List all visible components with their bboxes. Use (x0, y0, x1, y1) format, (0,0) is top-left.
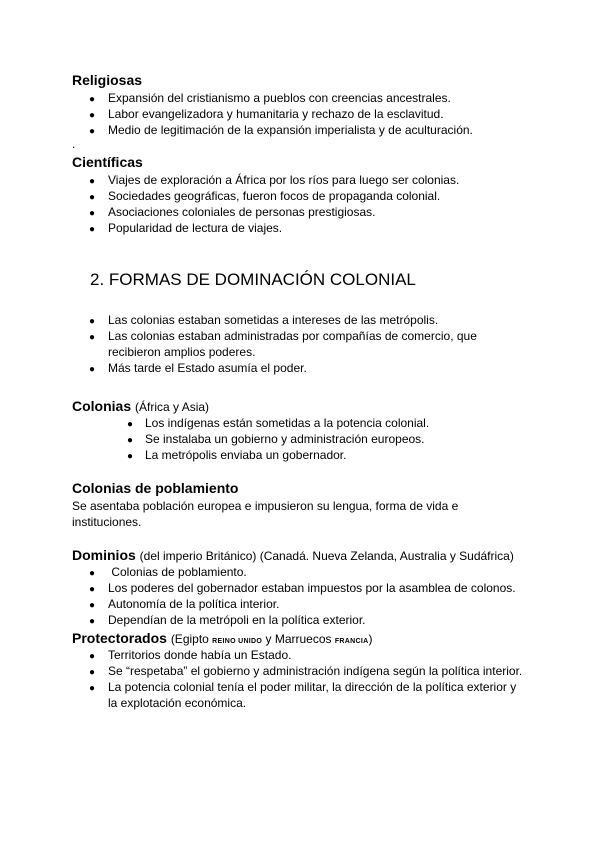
bullet-icon: ● (89, 600, 96, 611)
heading-subtitle: (África y Asia) (135, 400, 210, 414)
bullet-icon: ● (89, 568, 96, 579)
list-item: Dependían de la metrópoli en la política exterior. (108, 613, 366, 627)
heading-text: Dominios (72, 547, 136, 563)
list-item: Las colonias estaban administradas por compañías de comercio, que (108, 329, 477, 343)
list-item: Medio de legitimación de la expansión imperialista y de aculturación. (108, 123, 473, 137)
stray-dot: . (72, 137, 76, 151)
heading-subtitle (171, 632, 373, 646)
paragraph-line: instituciones. (72, 515, 142, 529)
bullet-icon: ● (89, 208, 96, 219)
list-item: Los poderes del gobernador estaban impuestos por la asamblea de colonos. (108, 581, 516, 595)
bullet-icon: ● (89, 176, 96, 187)
subtitle-part: y Marruecos (262, 632, 335, 646)
list-item-continuation: la explotación económica. (108, 696, 247, 710)
list-item: La potencia colonial tenía el poder militar, la dirección de la política exterior y (108, 680, 517, 694)
bullet-icon: ● (127, 419, 134, 430)
subtitle-part: ) (368, 632, 373, 646)
bullet-icon: ● (89, 126, 96, 137)
list-item: Se “respetaba” el gobierno y administración indígena según la política interior. (108, 664, 523, 678)
heading-cientificas: Científicas (72, 154, 143, 170)
small-caps-country: REINO UNIDO (212, 638, 263, 645)
bullet-icon: ● (89, 651, 96, 662)
list-item: Las colonias estaban sometidas a intereses de las metrópolis. (108, 313, 439, 327)
heading-poblamiento: Colonias de poblamiento (72, 480, 239, 496)
subtitle-part: (Egipto (170, 632, 213, 646)
paragraph-line: Se asentaba población europea e impusieron su lengua, forma de vida e (72, 499, 459, 513)
list-item: Territorios donde había un Estado. (108, 648, 292, 662)
list-item: Autonomía de la política interior. (108, 597, 280, 611)
bullet-icon: ● (89, 94, 96, 105)
bullet-icon: ● (89, 364, 96, 375)
heading-protectorados (72, 630, 372, 646)
bullet-icon: ● (127, 451, 134, 462)
bullet-icon: ● (89, 683, 96, 694)
list-item: Más tarde el Estado asumía el poder. (108, 361, 307, 375)
section-title: 2. FORMAS DE DOMINACIÓN COLONIAL (90, 270, 416, 289)
bullet-icon: ● (89, 316, 96, 327)
list-item: Los indígenas están sometidas a la potencia colonial. (145, 416, 430, 430)
small-caps-country: FRANCIA (334, 638, 369, 645)
list-item: Viajes de exploración a África por los ríos para luego ser colonias. (108, 173, 460, 187)
list-item: Labor evangelizadora y humanitaria y rechazo de la esclavitud. (108, 107, 444, 121)
heading-dominios (72, 547, 514, 563)
list-item: Se instalaba un gobierno y administración europeos. (145, 432, 425, 446)
bullet-icon: ● (89, 332, 96, 343)
bullet-icon: ● (89, 224, 96, 235)
list-item: Expansión del cristianismo a pueblos con creencias ancestrales. (108, 91, 451, 105)
list-item: Sociedades geográficas, fueron focos de propaganda colonial. (108, 189, 441, 203)
bullet-icon: ● (89, 667, 96, 678)
bullet-icon: ● (89, 616, 96, 627)
bullet-icon: ● (89, 110, 96, 121)
heading-colonias (72, 398, 209, 414)
bullet-icon: ● (89, 584, 96, 595)
bullet-icon: ● (127, 435, 134, 446)
list-item: La metrópolis enviaba un gobernador. (145, 448, 347, 462)
heading-text: Protectorados (72, 630, 167, 646)
bullet-icon: ● (89, 192, 96, 203)
list-item-continuation: recibieron amplios poderes. (108, 345, 256, 359)
heading-text: Colonias (72, 398, 132, 414)
list-item: Asociaciones coloniales de personas prestigiosas. (108, 205, 376, 219)
list-item: Colonias de poblamiento. (108, 565, 247, 579)
list-item: Popularidad de lectura de viajes. (108, 221, 283, 235)
heading-subtitle: (del imperio Británico) (Canadá. Nueva Zelanda, Australia y Sudáfrica) (139, 549, 514, 563)
heading-religiosas: Religiosas (72, 72, 143, 88)
